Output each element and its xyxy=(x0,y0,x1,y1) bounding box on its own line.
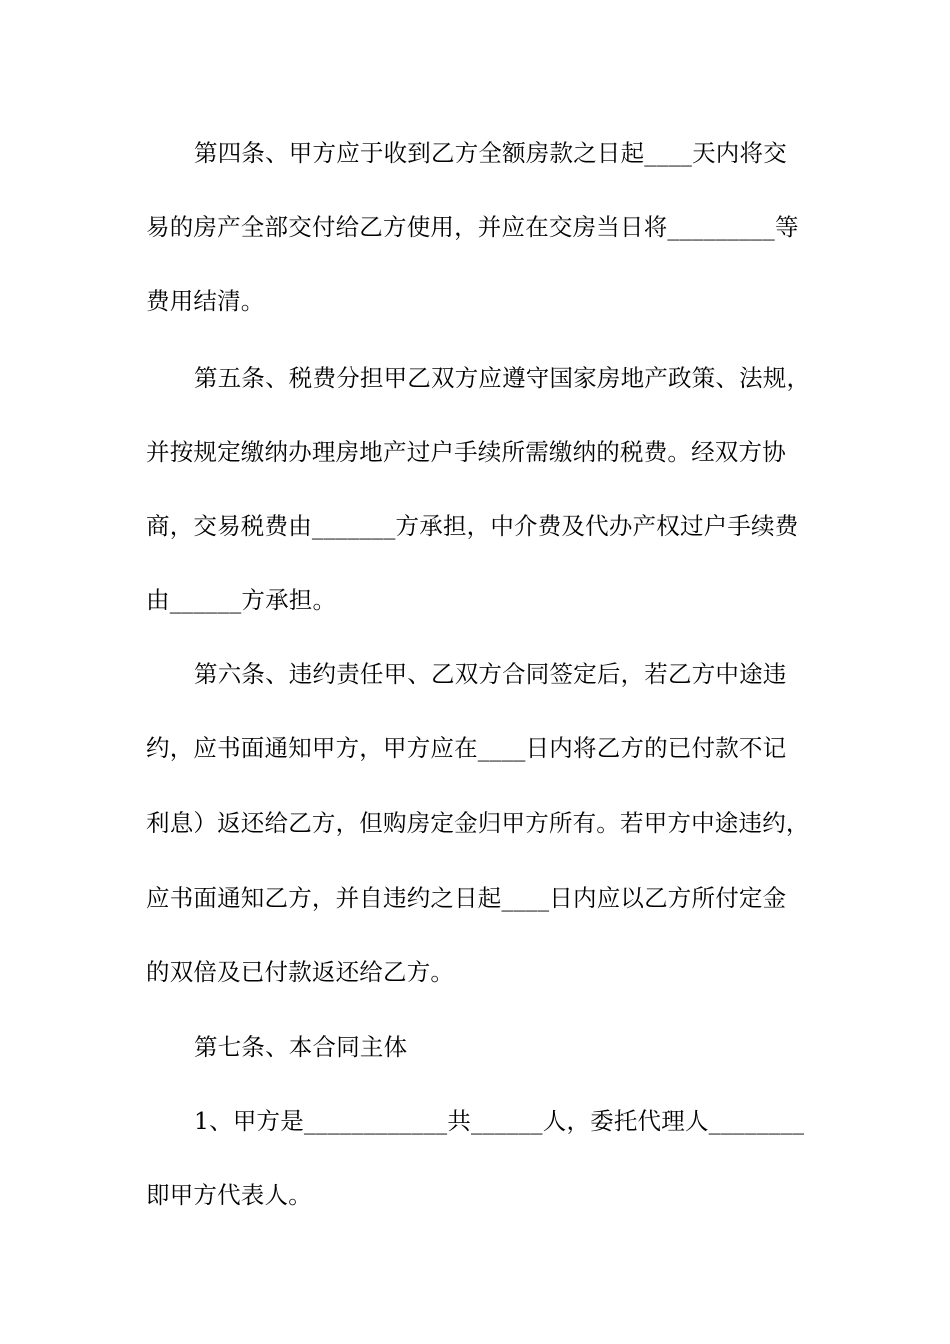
article-5-line-4: 由______方承担。 xyxy=(146,586,337,614)
article-4-line-3: 费用结清。 xyxy=(146,287,265,315)
article-5-line-2: 并按规定缴纳办理房地产过户手续所需缴纳的税费。经双方协 xyxy=(146,438,786,466)
article-6-line-3: 利息）返还给乙方，但购房定金归甲方所有。若甲方中途违约， xyxy=(146,809,810,837)
article-6-line-2: 约，应书面通知甲方，甲方应在____日内将乙方的已付款不记 xyxy=(146,734,787,762)
article-4-line-1: 第四条、甲方应于收到乙方全额房款之日起____天内将交 xyxy=(194,139,787,167)
article-4-line-2: 易的房产全部交付给乙方使用，并应在交房当日将_________等 xyxy=(146,213,799,241)
article-7-heading: 第七条、本合同主体 xyxy=(194,1033,408,1061)
article-7-item-1-line-1: 1、甲方是____________共______人，委托代理人________ xyxy=(194,1107,805,1135)
article-5-line-1: 第五条、税费分担甲乙双方应遵守国家房地产政策、法规， xyxy=(194,364,811,392)
article-7-item-1-line-2: 即甲方代表人。 xyxy=(146,1181,312,1209)
article-5-line-3: 商，交易税费由_______方承担，中介费及代办产权过户手续费 xyxy=(146,512,799,540)
article-6-line-4: 应书面通知乙方，并自违约之日起____日内应以乙方所付定金 xyxy=(146,884,787,912)
article-6-line-5: 的双倍及已付款返还给乙方。 xyxy=(146,958,455,986)
article-6-line-1: 第六条、违约责任甲、乙双方合同签定后，若乙方中途违 xyxy=(194,660,787,688)
